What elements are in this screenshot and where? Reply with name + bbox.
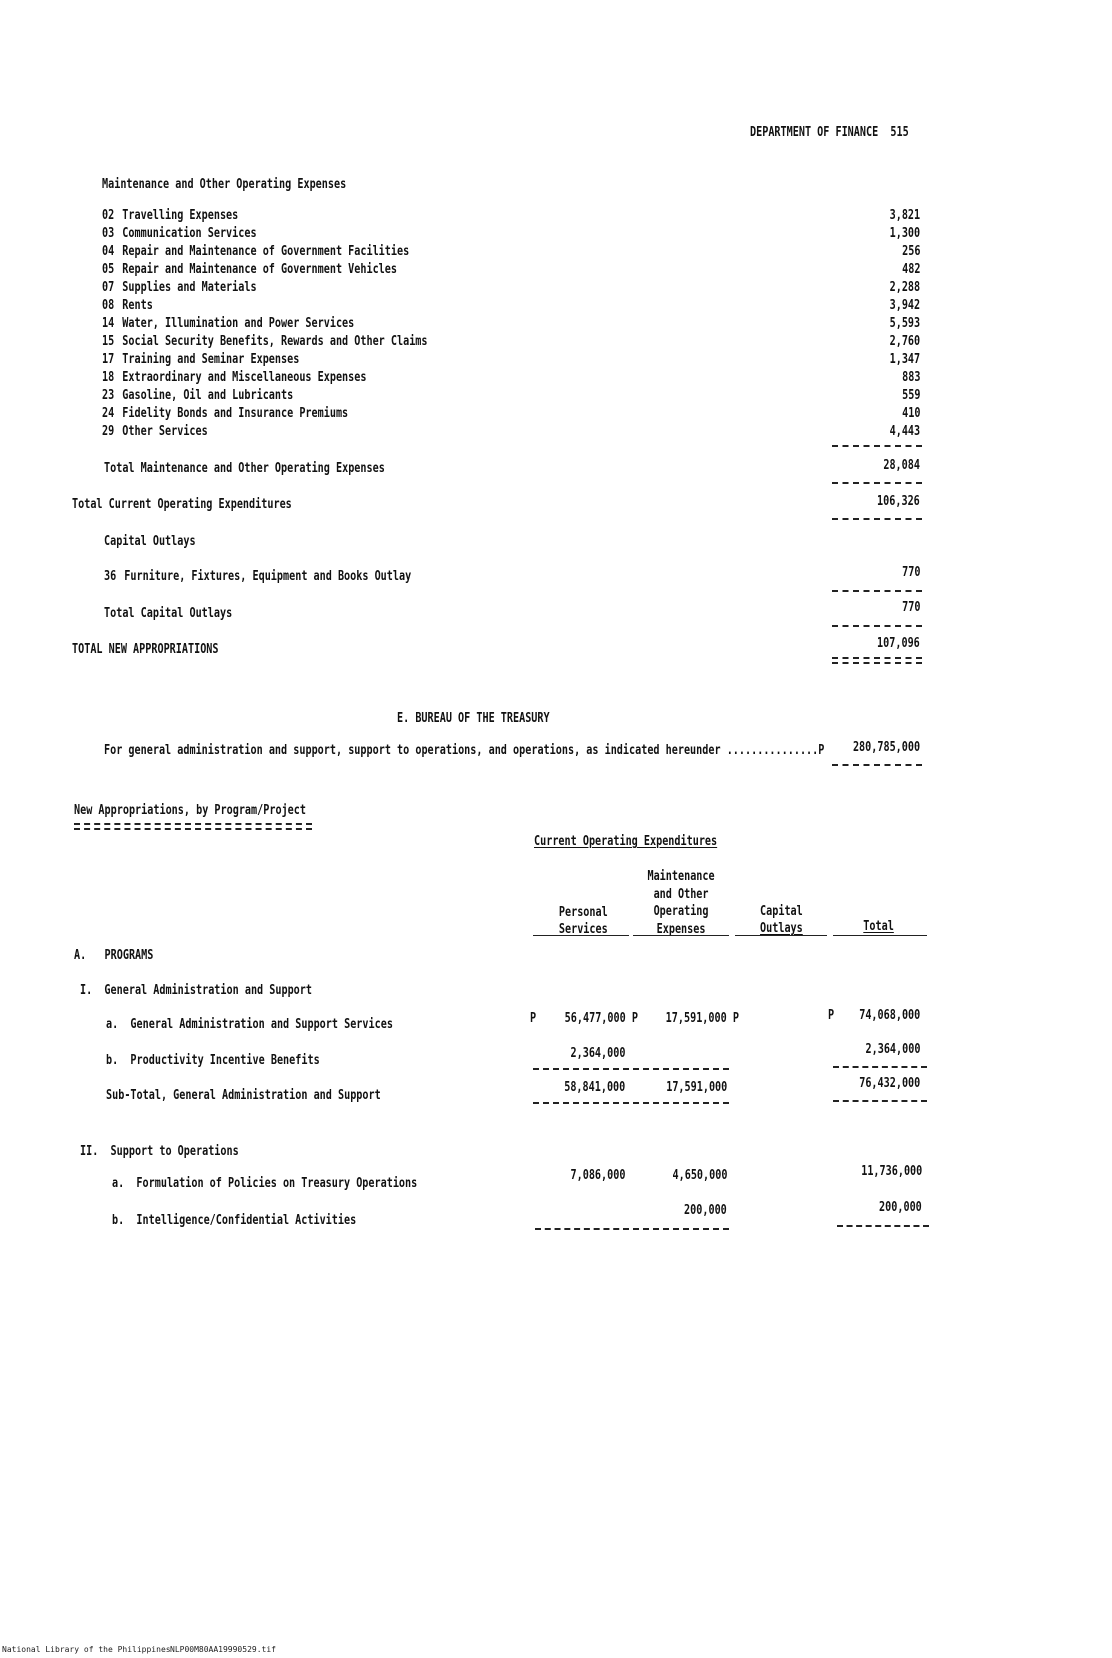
program-row-title: a. Formulation of Policies on Treasury Operations: [112, 1176, 418, 1191]
personal-amount: 56,477,000 P: [564, 1011, 638, 1026]
current-total-amount: 106,326: [877, 494, 920, 509]
personal-amount: 2,364,000: [570, 1046, 625, 1061]
mooe-amount: 482: [901, 262, 920, 277]
mooe-amount: 4,443: [889, 424, 920, 439]
header-underline: [833, 935, 927, 936]
divider: [535, 1228, 629, 1230]
group-1-title: I. General Administration and Support: [80, 983, 312, 998]
mooe-total-amount: 28,084: [883, 458, 920, 473]
page-number: 515: [890, 125, 909, 140]
divider: [833, 1066, 927, 1068]
total-amount: 200,000: [879, 1200, 922, 1215]
mooe-item: 24 Fidelity Bonds and Insurance Premiums: [102, 406, 349, 421]
program-row-title: a. General Administration and Support Services: [106, 1017, 393, 1032]
bureau-title: E. BUREAU OF THE TREASURY: [397, 711, 550, 726]
grand-total-amount: 107,096: [877, 636, 920, 651]
section-a: A. PROGRAMS: [74, 948, 154, 963]
current-total-label: Total Current Operating Expenditures: [72, 497, 292, 512]
mooe-item: 05 Repair and Maintenance of Government Vehicles: [102, 262, 397, 277]
group-header: Current Operating Expenditures: [534, 834, 718, 849]
capital-item: 36 Furniture, Fixtures, Equipment and Books Outlay: [104, 569, 412, 584]
mooe-item: 17 Training and Seminar Expenses: [102, 352, 300, 367]
mooe-amount: 1,300: [889, 226, 920, 241]
mooe-title: Maintenance and Other Operating Expenses: [102, 177, 347, 192]
mooe-item: 23 Gasoline, Oil and Lubricants: [102, 388, 294, 403]
col-total-header: Total: [863, 919, 895, 934]
header-underline: [533, 935, 629, 936]
mooe-amount: 17,591,000 P: [665, 1011, 739, 1026]
subtotal-label: Sub-Total, General Administration and Support: [106, 1088, 381, 1103]
total-amount: 74,068,000: [858, 1008, 920, 1023]
header-underline: [633, 935, 729, 936]
capital-total-amount: 770: [901, 600, 920, 615]
divider: [837, 1225, 929, 1227]
mooe-item: 02 Travelling Expenses: [102, 208, 239, 223]
bureau-description: For general administration and support, support to operations, and operations, as indicated hereunder ...............P: [104, 743, 825, 758]
total-amount: 76,432,000: [858, 1076, 920, 1091]
double-divider: [832, 657, 922, 664]
divider: [832, 764, 922, 766]
total-amount: 11,736,000: [860, 1164, 922, 1179]
divider: [832, 590, 922, 592]
department-name: DEPARTMENT OF FINANCE: [750, 125, 879, 140]
capital-title: Capital Outlays: [104, 534, 196, 549]
mooe-amount: 559: [901, 388, 920, 403]
mooe-item: 04 Repair and Maintenance of Government Facilities: [102, 244, 410, 259]
currency-mark: P: [530, 1011, 537, 1026]
group-2-title: II. Support to Operations: [80, 1144, 239, 1159]
mooe-item: 29 Other Services: [102, 424, 208, 439]
grand-total-label: TOTAL NEW APPROPRIATIONS: [72, 642, 219, 657]
personal-amount: 58,841,000: [563, 1080, 625, 1095]
divider: [833, 1100, 927, 1102]
col-capital-header: Capital Outlays: [759, 904, 803, 936]
mooe-amount: 2,288: [889, 280, 920, 295]
mooe-amount: 4,650,000: [672, 1168, 727, 1183]
personal-amount: 7,086,000: [570, 1168, 625, 1183]
mooe-total-label: Total Maintenance and Other Operating Expenses: [104, 461, 385, 476]
mooe-item: 03 Communication Services: [102, 226, 257, 241]
bureau-amount: 280,785,000: [852, 740, 920, 755]
mooe-item: 14 Water, Illumination and Power Services: [102, 316, 355, 331]
programs-title: New Appropriations, by Program/Project: [74, 803, 306, 818]
footer-library: National Library of the Philippines: [2, 1645, 171, 1654]
mooe-amount: 410: [901, 406, 920, 421]
mooe-item: 07 Supplies and Materials: [102, 280, 257, 295]
col-mooe-header: Maintenance and Other Operating Expenses: [647, 869, 715, 937]
divider: [633, 1228, 729, 1230]
divider: [533, 1102, 629, 1104]
divider: [832, 482, 922, 484]
mooe-amount: 200,000: [684, 1203, 727, 1218]
mooe-amount: 3,942: [889, 298, 920, 313]
divider: [633, 1068, 729, 1070]
mooe-amount: 5,593: [889, 316, 920, 331]
mooe-amount: 256: [901, 244, 920, 259]
mooe-amount: 3,821: [889, 208, 920, 223]
divider: [832, 445, 922, 447]
mooe-amount: 883: [901, 370, 920, 385]
mooe-amount: 1,347: [889, 352, 920, 367]
currency-mark: P: [828, 1008, 835, 1023]
mooe-item: 15 Social Security Benefits, Rewards and Other Claims: [102, 334, 428, 349]
divider: [633, 1102, 729, 1104]
divider: [533, 1068, 629, 1070]
mooe-amount: 17,591,000: [665, 1080, 727, 1095]
capital-total-label: Total Capital Outlays: [104, 606, 233, 621]
col-personal-header: Personal Services: [558, 905, 608, 937]
total-amount: 2,364,000: [865, 1042, 920, 1057]
divider: [832, 518, 922, 520]
double-divider: [74, 823, 312, 830]
divider: [832, 625, 922, 627]
program-row-title: b. Intelligence/Confidential Activities: [112, 1213, 357, 1228]
mooe-amount: 2,760: [889, 334, 920, 349]
page-header: [750, 125, 954, 140]
mooe-item: 08 Rents: [102, 298, 153, 313]
capital-item-amount: 770: [901, 565, 920, 580]
footer-file: NLP00M80AA19990529.tif: [170, 1645, 276, 1654]
mooe-item: 18 Extraordinary and Miscellaneous Expenses: [102, 370, 367, 385]
header-underline: [735, 935, 827, 936]
program-row-title: b. Productivity Incentive Benefits: [106, 1053, 320, 1068]
